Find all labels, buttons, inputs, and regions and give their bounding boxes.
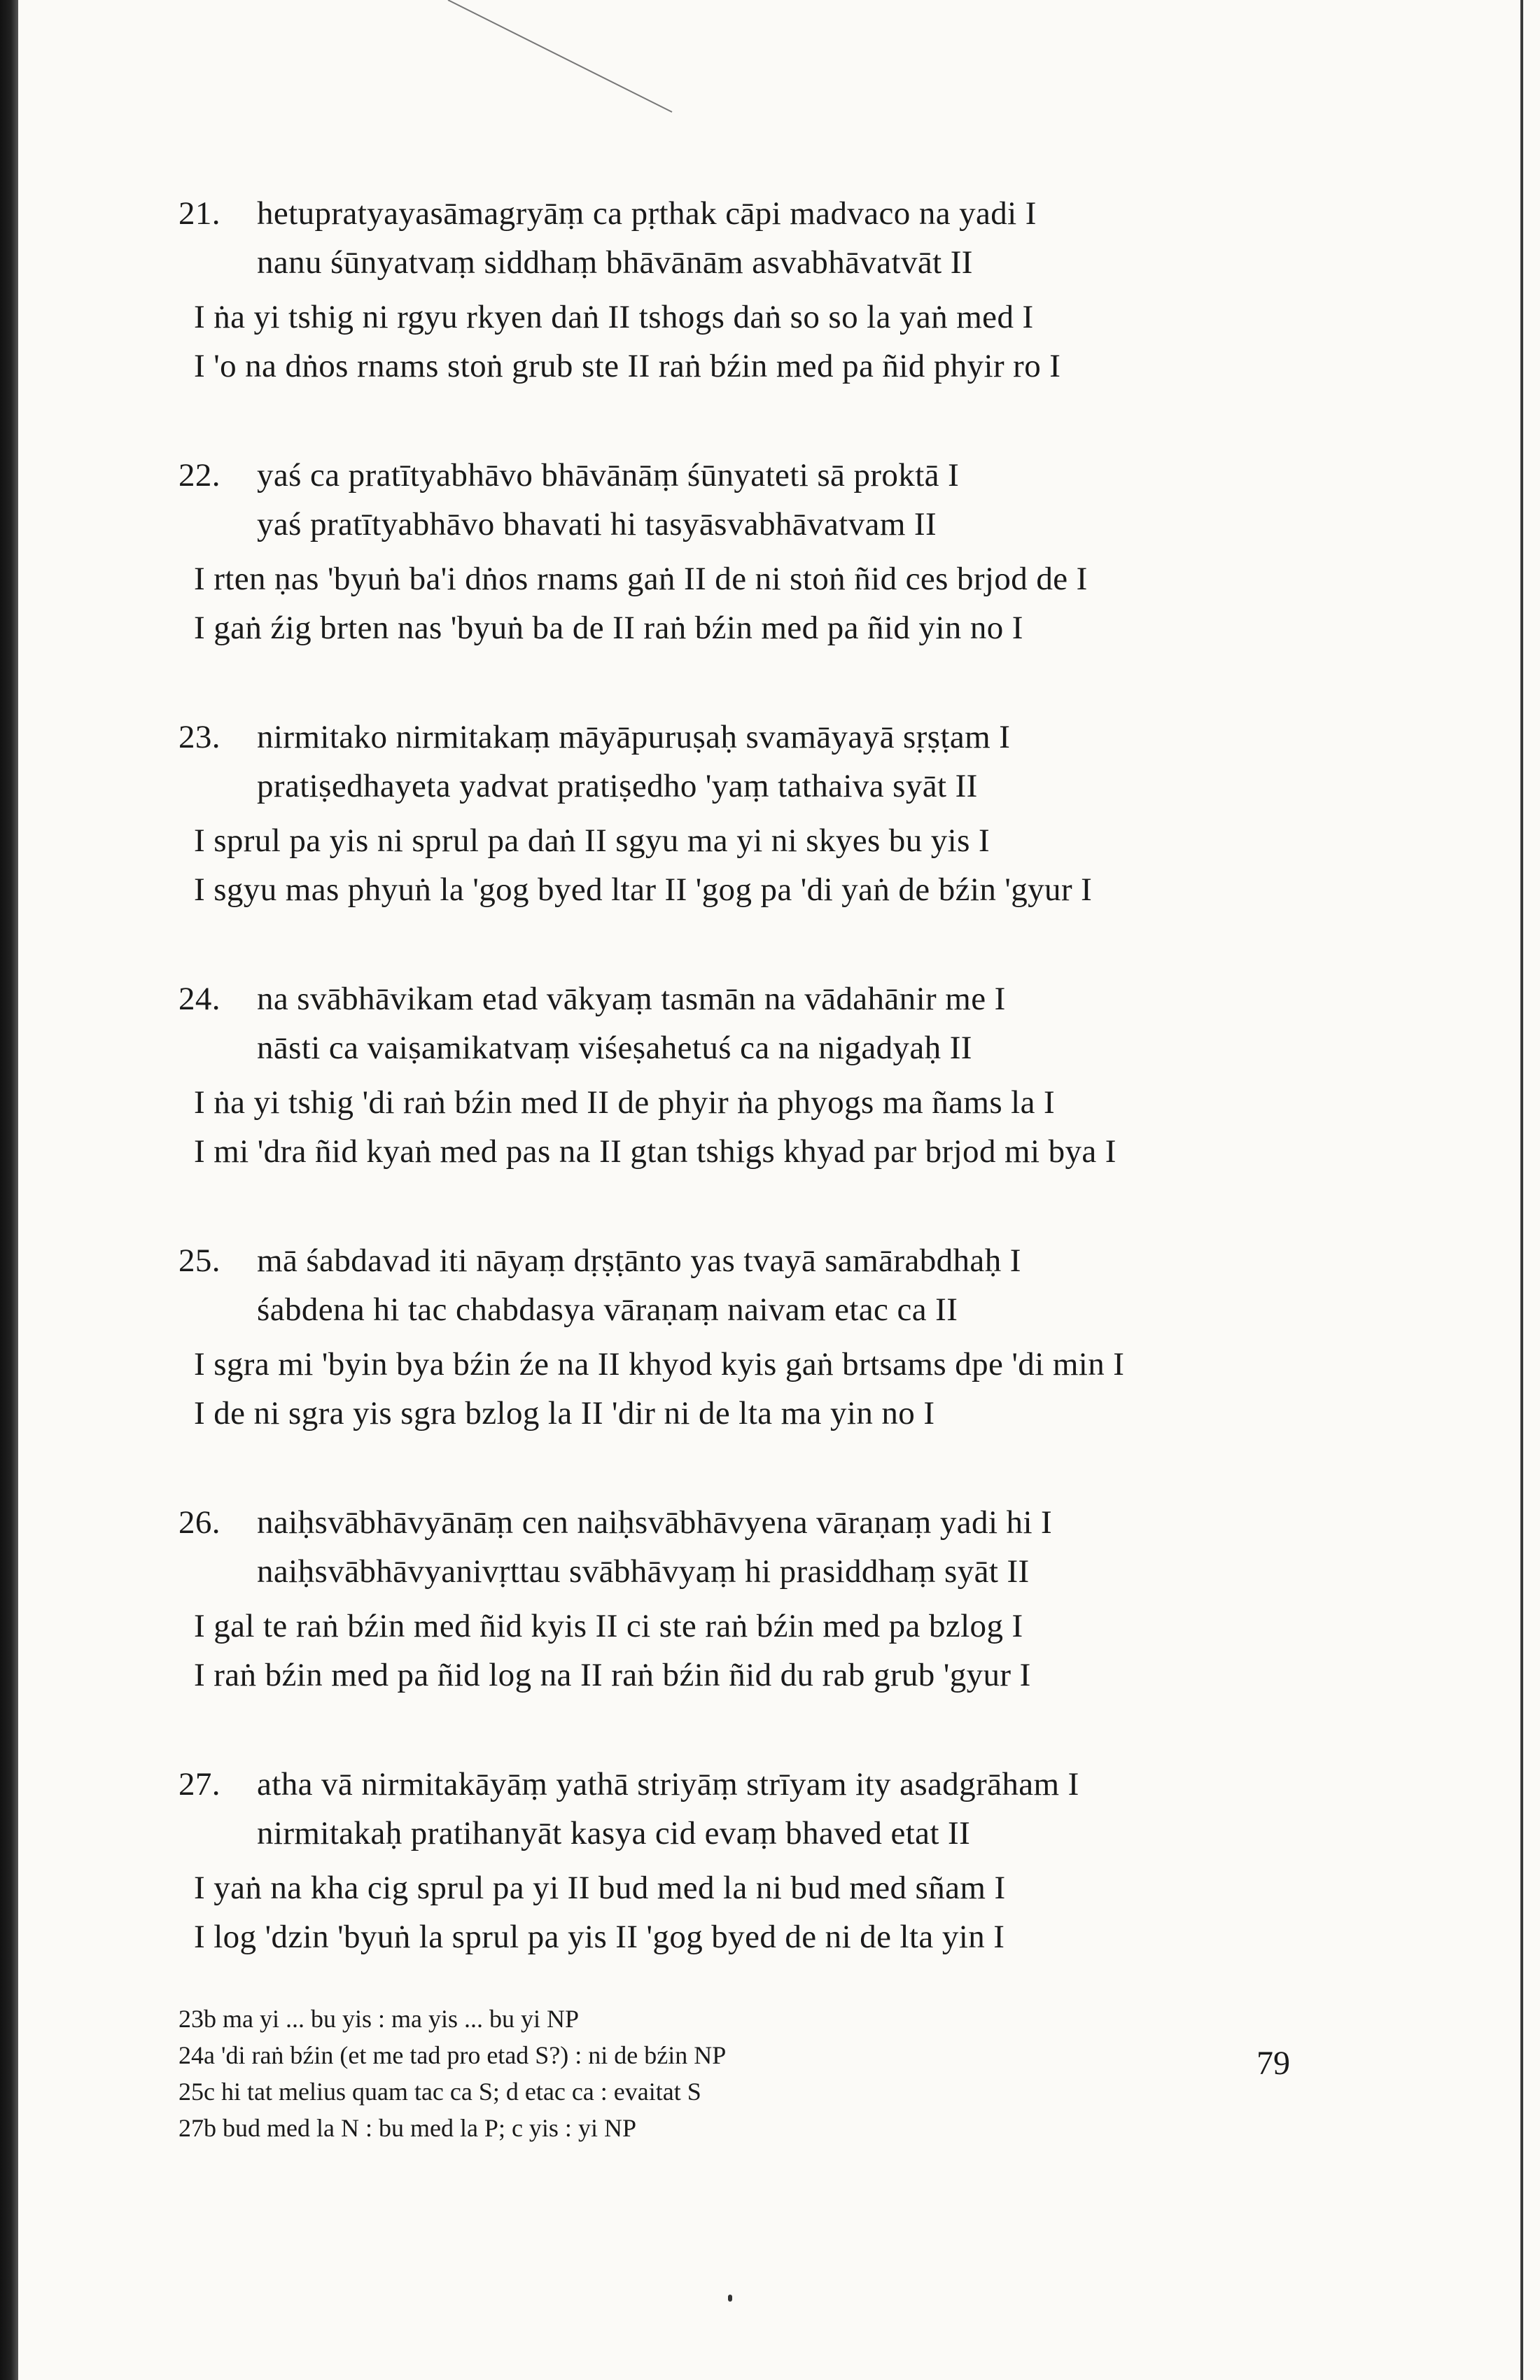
page-number: 79 [1256,2045,1290,2082]
tibetan-translation [178,1602,1312,1700]
footnote: 24a 'di raṅ bźin (et me tad pro etad S?) : ni de bźin NP [178,2041,727,2069]
tibetan-translation [178,1078,1312,1176]
verse-number: 22. [178,457,220,493]
sanskrit-text: mā śabdavad iti nāyaṃ dṛṣṭānto yas tvayā samārabdhaḥ I [257,1242,1021,1279]
verse-1 [178,451,1312,652]
tibetan-line: I yaṅ na kha cig sprul pa yi II bud med la ni bud med sñam I [194,1870,1006,1906]
sanskrit-text: naiḥsvābhāvyānāṃ cen naiḥsvābhāvyena vāraṇaṃ yadi hi I [257,1504,1053,1541]
tibetan-line: I 'o na dṅos rnams stoṅ grub ste II raṅ bźin med pa ñid phyir ro I [194,348,1061,384]
tibetan-line: I de ni sgra yis sgra bzlog la II 'dir ni de lta ma yin no I [194,1395,935,1432]
page-body [178,189,1312,2146]
sanskrit-line [178,974,1312,1023]
sanskrit-text: yaś ca pratītyabhāvo bhāvānāṃ śūnyateti sā proktā I [257,457,960,493]
sanskrit-text: yaś pratītyabhāvo bhavati hi tasyāsvabhāvatvam II [257,506,937,542]
sanskrit-line [178,1236,1312,1285]
sanskrit-text: nirmitakaḥ pratihanyāt kasya cid evaṃ bhaved etat II [257,1815,971,1851]
sanskrit-line [178,713,1312,762]
verse-0 [178,189,1312,391]
sanskrit-text: na svābhāvikam etad vākyaṃ tasmān na vādahānir me I [257,981,1006,1017]
sanskrit-line [178,451,1312,500]
tibetan-line: I ṅa yi tshig ni rgyu rkyen daṅ II tshogs daṅ so so la yaṅ med I [194,299,1034,335]
sanskrit-text: naiḥsvābhāvyanivṛttau svābhāvyaṃ hi prasiddhaṃ syāt II [257,1553,1030,1590]
sanskrit-text: hetupratyayasāmagryāṃ ca pṛthak cāpi madvaco na yadi I [257,195,1037,232]
verse-2 [178,713,1312,914]
tibetan-translation [178,554,1312,652]
sanskrit-text: pratiṣedhayeta yadvat pratiṣedho 'yaṃ tathaiva syāt II [257,768,978,804]
verse-number: 26. [178,1504,220,1541]
binding-edge [0,0,18,2380]
sanskrit-text: nanu śūnyatvaṃ siddhaṃ bhāvānām asvabhāvatvāt II [257,244,973,281]
tibetan-line: I ṅa yi tshig 'di raṅ bźin med II de phyir ṅa phyogs ma ñams la I [194,1084,1056,1121]
tibetan-line: I mi 'dra ñid kyaṅ med pas na II gtan tshigs khyad par brjod mi bya I [194,1133,1116,1170]
tibetan-line: I sgra mi 'byin bya bźin źe na II khyod kyis gaṅ brtsams dpe 'di min I [194,1346,1125,1382]
sanskrit-line [178,1760,1312,1809]
tibetan-translation [178,293,1312,391]
verse-4 [178,1236,1312,1438]
tibetan-line: I sprul pa yis ni sprul pa daṅ II sgyu ma yi ni skyes bu yis I [194,822,990,859]
footnotes [178,2001,1312,2146]
tibetan-translation [178,1863,1312,1961]
verse-list [178,189,1312,1961]
sanskrit-line [178,238,1312,287]
tibetan-line: I sgyu mas phyuṅ la 'gog byed ltar II 'gog pa 'di yaṅ de bźin 'gyur I [194,872,1093,908]
sanskrit-line [178,189,1312,238]
verse-number: 27. [178,1766,220,1802]
verse-5 [178,1498,1312,1700]
verse-number: 24. [178,981,220,1017]
verse-3 [178,974,1312,1176]
sanskrit-line [178,762,1312,811]
sanskrit-line [178,1547,1312,1596]
scan-speck [728,2295,732,2302]
footnote: 23b ma yi ... bu yis : ma yis ... bu yi NP [178,2005,580,2033]
sanskrit-line [178,1809,1312,1858]
tibetan-translation [178,816,1312,914]
footnote: 25c hi tat melius quam tac ca S; d etac ca : evaitat S [178,2078,701,2106]
sanskrit-text: atha vā nirmitakāyāṃ yathā striyāṃ strīyam ity asadgrāham I [257,1766,1079,1802]
tibetan-line: I gaṅ źig brten nas 'byuṅ ba de II raṅ bźin med pa ñid yin no I [194,610,1023,646]
tibetan-line: I gal te raṅ bźin med ñid kyis II ci ste raṅ bźin med pa bzlog I [194,1608,1023,1644]
right-margin-rule [1520,0,1523,2380]
sanskrit-line [178,1498,1312,1547]
tibetan-line: I log 'dzin 'byuṅ la sprul pa yis II 'gog byed de ni de lta yin I [194,1919,1005,1955]
verse-number: 21. [178,195,220,232]
sanskrit-text: śabdena hi tac chabdasya vāraṇaṃ naivam etac ca II [257,1292,958,1328]
tibetan-translation [178,1340,1312,1438]
sanskrit-line [178,1285,1312,1334]
footnote: 27b bud med la N : bu med la P; c yis : yi NP [178,2114,636,2142]
verse-6 [178,1760,1312,1961]
sanskrit-text: nāsti ca vaiṣamikatvaṃ viśeṣahetuś ca na nigadyaḥ II [257,1030,972,1066]
sanskrit-line [178,1023,1312,1072]
tibetan-line: I rten ṇas 'byuṅ ba'i dṅos rnams gaṅ II de ni stoṅ ñid ces brjod de I [194,561,1088,597]
verse-number: 23. [178,719,220,755]
tibetan-line: I raṅ bźin med pa ñid log na II raṅ bźin ñid du rab grub 'gyur I [194,1657,1031,1693]
verse-number: 25. [178,1242,220,1279]
sanskrit-text: nirmitako nirmitakaṃ māyāpuruṣaḥ svamāyayā sṛṣṭam I [257,719,1011,755]
scan-stray-line [0,0,1540,140]
sanskrit-line [178,500,1312,549]
